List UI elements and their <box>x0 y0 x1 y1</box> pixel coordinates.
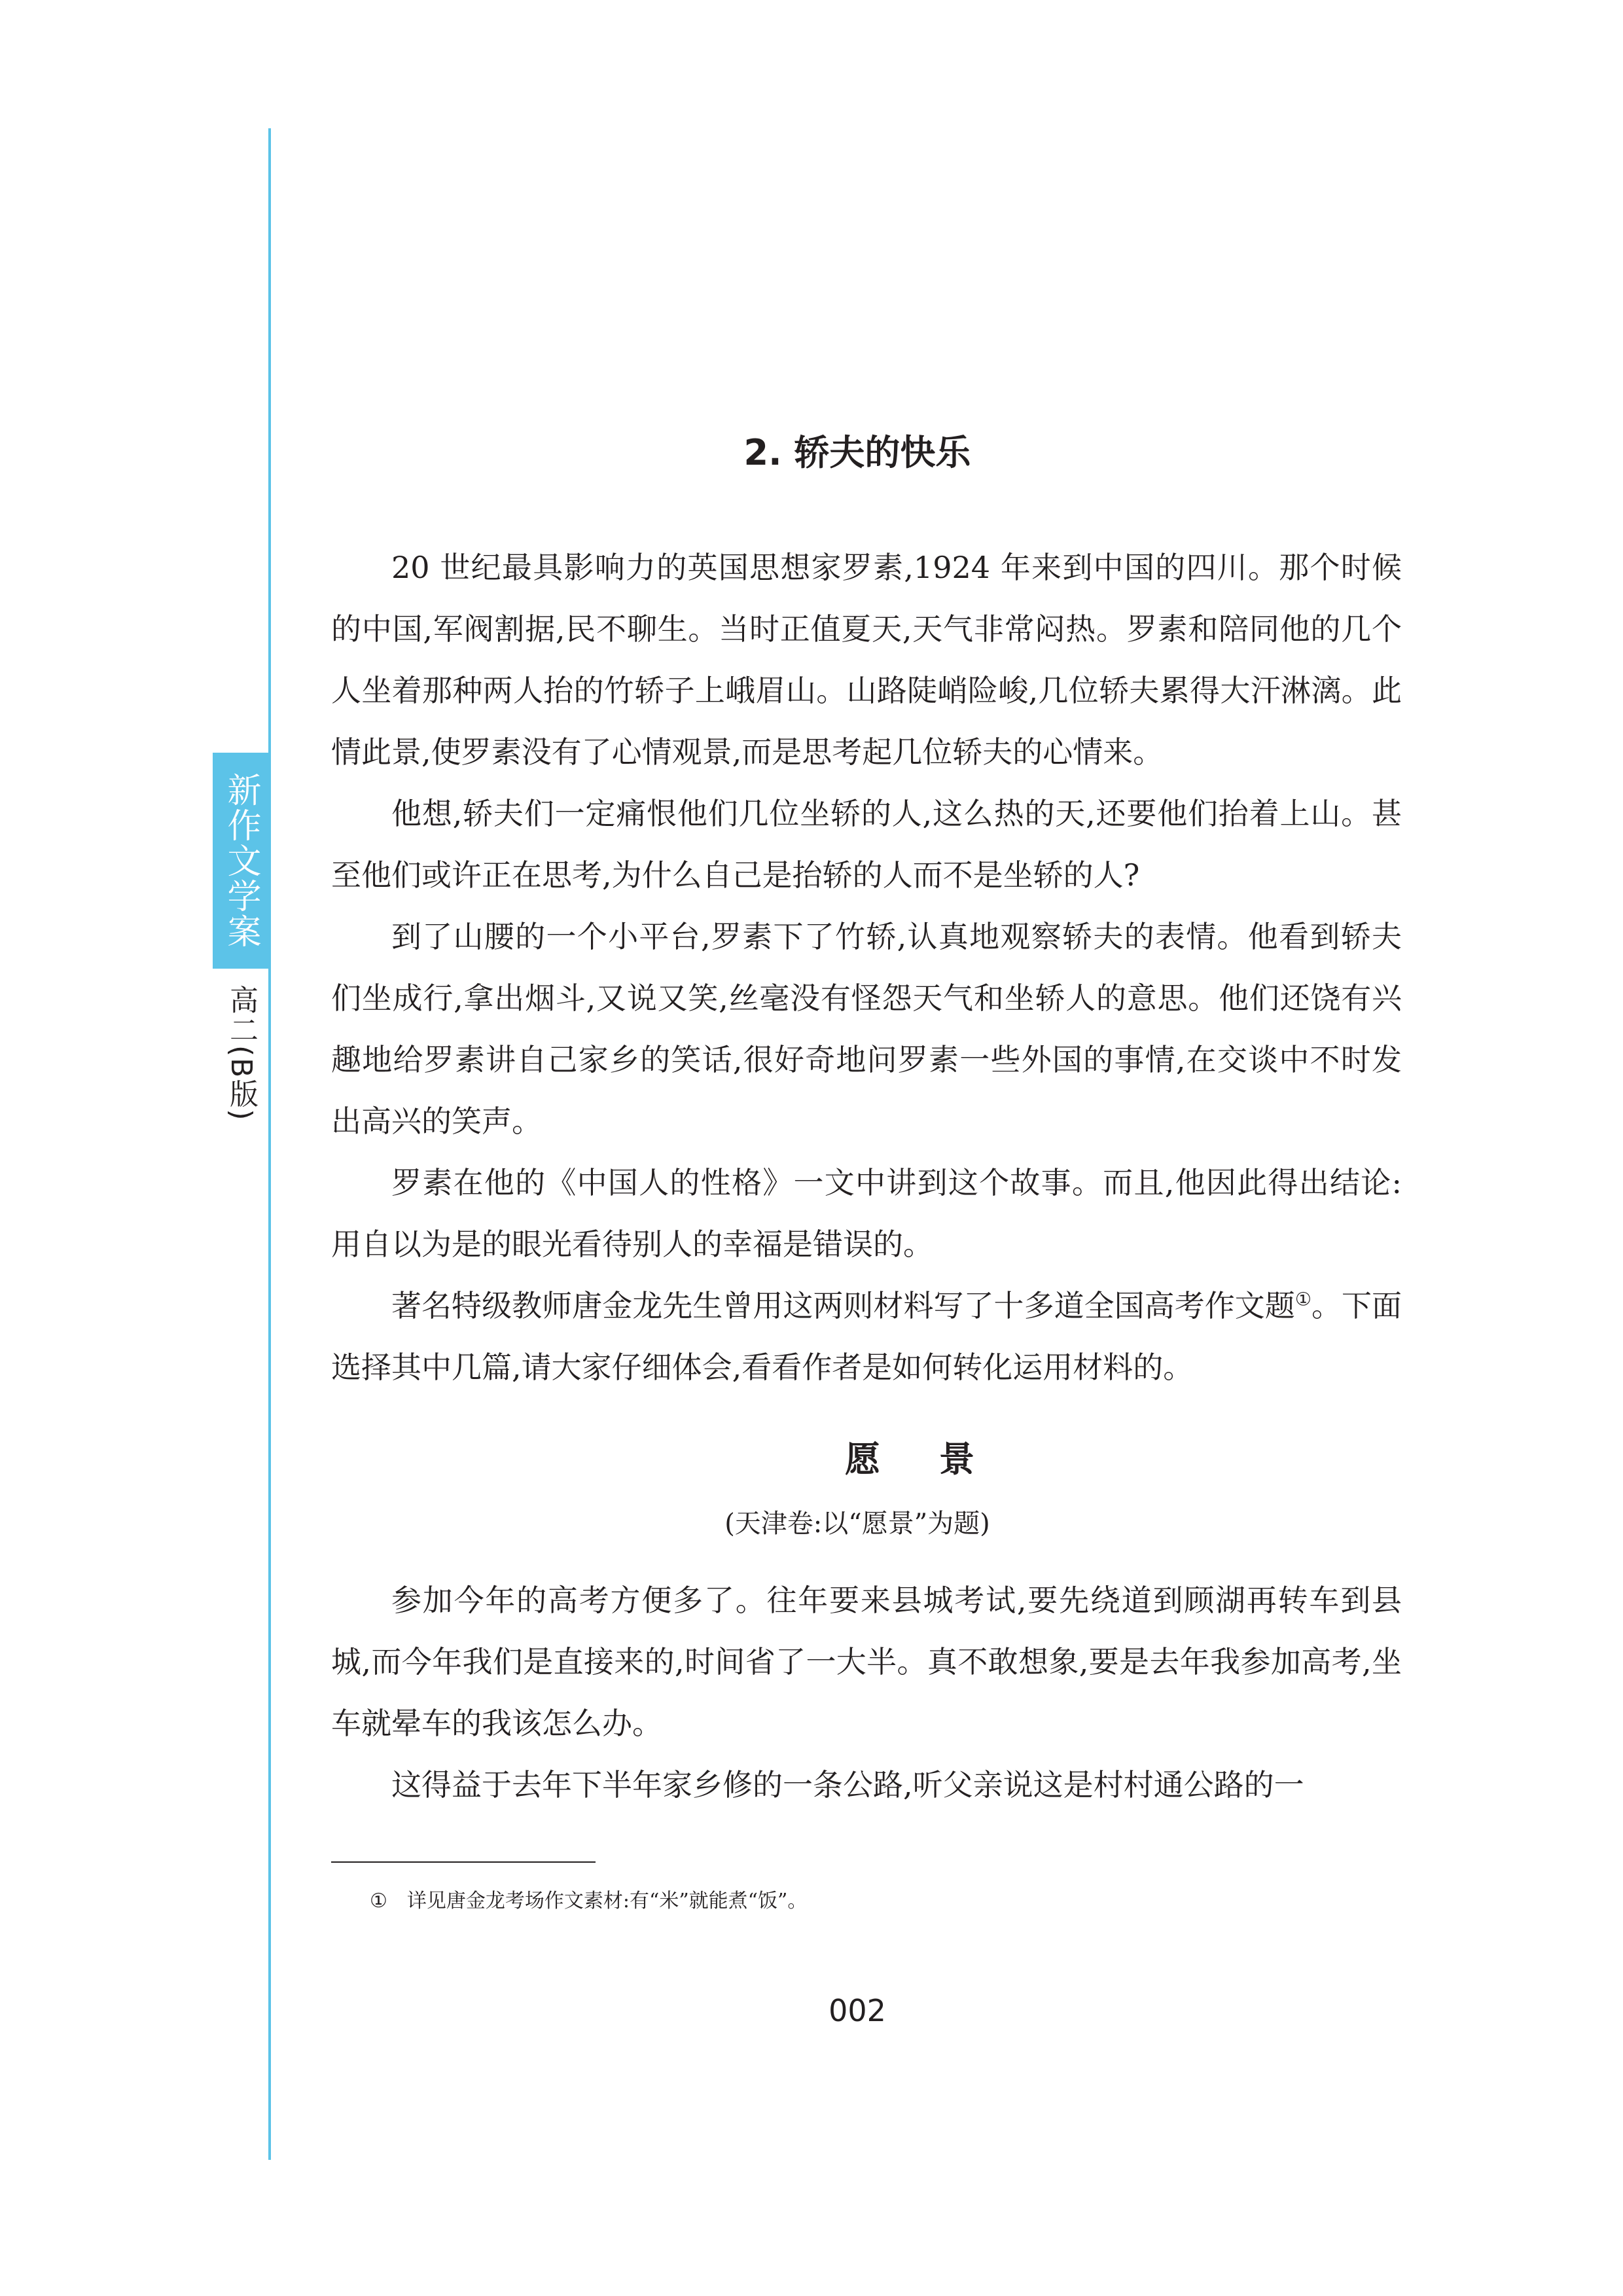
grade-label-box <box>213 985 269 1201</box>
series-title: 新作文学案 <box>221 772 260 949</box>
series-tab <box>213 753 269 969</box>
footnote-mark: ① <box>370 1890 387 1912</box>
paragraph-text: 著名特级教师唐金龙先生曾用这两则材料写了十多道全国高考作文题 <box>391 1288 1295 1323</box>
footnote <box>370 1885 807 1918</box>
essay-body <box>331 1570 1402 1816</box>
paragraph: 他想,轿夫们一定痛恨他们几位坐轿的人,这么热的天,还要他们抬着上山。甚至他们或许正在思考,为什么自己是抬轿的人而不是坐轿的人? <box>331 796 1402 893</box>
footnote-reference[interactable]: ① <box>1294 1288 1311 1310</box>
footnote-divider <box>331 1861 596 1863</box>
page-number: 002 <box>829 1993 886 2028</box>
essay-title: 愿景 <box>845 1439 1033 1480</box>
paragraph: 参加今年的高考方便多了。往年要来县城考试,要先绕道到顾湖再转车到县城,而今年我们是直接来的,时间省了一大半。真不敢想象,要是去年我参加高考,坐车就晕车的我该怎么办。 <box>331 1583 1402 1741</box>
footnote-text: 详见唐金龙考场作文素材:有“米”就能煮“饭”。 <box>406 1890 808 1912</box>
paragraph: 20 世纪最具影响力的英国思想家罗素,1924 年来到中国的四川。那个时候的中国,军阀割据,民不聊生。当时正值夏天,天气非常闷热。罗素和陪同他的几个人坐着那种两人抬的竹轿子上峨眉山。山路陡峭险峻,几位轿夫累得大汗淋漓。此情此景,使罗素没有了心情观景,而是思考起几位轿夫的心情来。 <box>331 550 1402 770</box>
grade-label: 高二(B版) <box>224 985 258 1122</box>
paragraph: 罗素在他的《中国人的性格》一文中讲到这个故事。而且,他因此得出结论:用自以为是的眼光看待别人的幸福是错误的。 <box>331 1165 1402 1262</box>
essay-subtitle: (天津卷:以“愿景”为题) <box>724 1509 990 1539</box>
paragraph: 到了山腰的一个小平台,罗素下了竹轿,认真地观察轿夫的表情。他看到轿夫们坐成行,拿出烟斗,又说又笑,丝毫没有怪怨天气和坐轿人的意思。他们还饶有兴趣地给罗素讲自己家乡的笑话,很好奇地问罗素一些外国的事情,在交谈中不时发出高兴的笑声。 <box>331 919 1402 1139</box>
chapter-body <box>331 537 1402 1398</box>
paragraph-text: 。下面选择其中几篇,请大家仔细体会,看看作者是如何转化运用材料的。 <box>331 1288 1402 1385</box>
paragraph <box>331 1275 1402 1398</box>
chapter-title: 2. 轿夫的快乐 <box>743 432 971 473</box>
paragraph: 这得益于去年下半年家乡修的一条公路,听父亲说这是村村通公路的一 <box>391 1767 1304 1803</box>
